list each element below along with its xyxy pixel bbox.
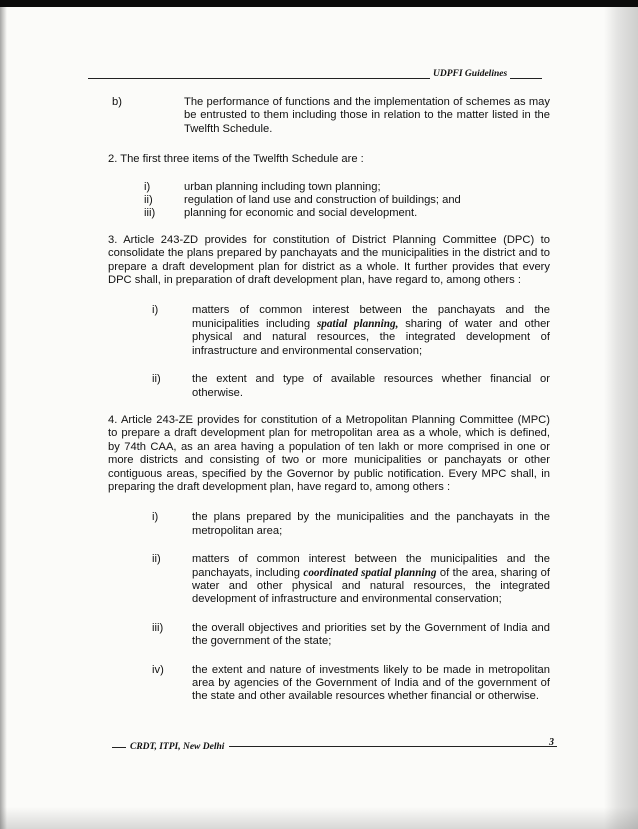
list-item-text: the plans prepared by the municipalities and the panchayats in the metropolitan area; — [192, 511, 550, 537]
list-marker: iv) — [152, 663, 164, 676]
list-marker: b) — [112, 96, 122, 108]
dpc-item-2 — [152, 373, 550, 400]
list-item-text: regulation of land use and construction of buildings; and — [184, 194, 461, 207]
list-item-text: the extent and type of available resources whether financial or otherwise. — [192, 373, 550, 399]
scan-shadow-bottom — [0, 807, 638, 829]
scan-shadow-right — [604, 7, 638, 829]
mpc-item-3 — [152, 622, 550, 649]
scan-shadow-left — [0, 7, 7, 829]
footer-org: CRDT, ITPI, New Delhi — [130, 742, 225, 752]
list-marker: ii) — [144, 194, 153, 207]
paragraph-2: 2. The first three items of the Twelfth Schedule are : — [108, 153, 364, 166]
list-marker: iii) — [144, 207, 156, 220]
list-marker: ii) — [152, 373, 161, 386]
footer-rule-lead — [112, 747, 126, 748]
mpc-item-4 — [152, 664, 550, 704]
mpc-item-2 — [152, 553, 550, 607]
page-number: 3 — [549, 737, 554, 748]
list-item — [112, 194, 550, 207]
list-item-text: matters of common interest between the municipalities and the panchayats, including coordinated spatial planning of the area, sharing of water and other physical and natural resources, the integrated development of infrastructure and environmental conservation; — [192, 553, 550, 606]
schedule-items-list — [112, 181, 550, 221]
list-item-text: The performance of functions and the implementation of schemes as may be entrusted to them including those in relation to the matter listed in the Twelfth Schedule. — [184, 96, 550, 135]
emphasized-term: coordinated spatial planning — [303, 566, 437, 579]
paragraph-3: 3. Article 243-ZD provides for constitution of District Planning Committee (DPC) to consolidate the plans prepared by panchayats and the municipalities in the district and to prepare a draft development plan for district as a whole. It further provides that every DPC shall, in preparation of draft development plan, have regard to, among others : — [108, 233, 550, 287]
emphasized-term: spatial planning, — [316, 317, 399, 330]
list-item-text: the overall objectives and priorities set by the Government of India and the government of the state; — [192, 621, 550, 648]
list-marker: i) — [152, 511, 159, 524]
list-item-text: urban planning including town planning; — [184, 180, 381, 193]
list-item-text: planning for economic and social development. — [184, 207, 418, 220]
list-item-text: the extent and nature of investments likely to be made in metropolitan area by agencies of the Government of India and of the government of the state and other available resources whether financial or otherwise. — [192, 663, 550, 703]
list-item — [112, 207, 550, 220]
intro-list-item — [112, 96, 550, 136]
mpc-item-1 — [152, 511, 550, 538]
page-body — [108, 96, 551, 704]
list-marker: iii) — [152, 621, 164, 634]
footer-rule — [229, 746, 557, 747]
header-rule-tail — [510, 78, 542, 79]
list-item — [112, 181, 550, 194]
list-marker: i) — [144, 180, 151, 193]
list-marker: ii) — [152, 553, 161, 566]
scan-top-edge — [0, 0, 638, 7]
paragraph-4: 4. Article 243-ZE provides for constitution of a Metropolitan Planning Committee (MPC) to prepare a draft development plan for metropolitan area as a whole, which is defined, by 74th CAA, as an area having a population of ten lakh or more comprised in one or more districts and consisting of two or more municipalities or panchayats or other contiguous areas, specified by the Governor by public notification. Every MPC shall, in preparing the draft development plan, have regard to, among others : — [108, 413, 550, 493]
dpc-item-1 — [152, 304, 550, 358]
list-marker: i) — [152, 304, 159, 317]
running-header: UDPFI Guidelines — [430, 69, 510, 79]
list-item-text: matters of common interest between the panchayats and the municipalities including spatial planning, sharing of water and other physical and natural resources, the integrated development of infrastructure and environmental conservation; — [192, 304, 551, 357]
